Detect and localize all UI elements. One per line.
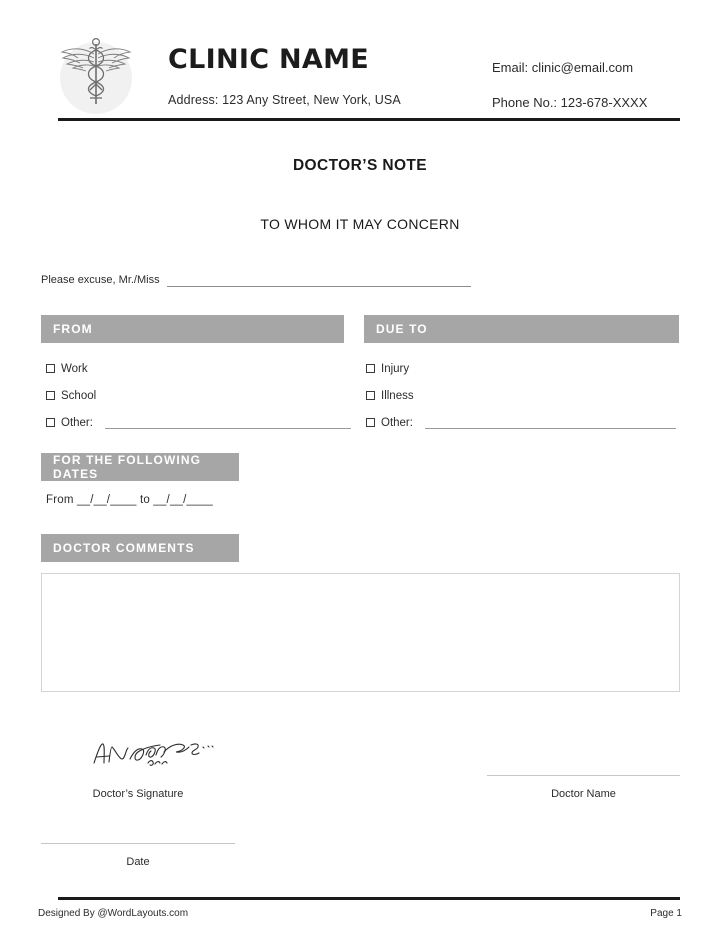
checkbox-row-work[interactable]	[46, 355, 351, 382]
from-checklist	[46, 355, 351, 436]
date-input[interactable]	[41, 843, 235, 844]
footer-credit: Designed By @WordLayouts.com	[38, 908, 189, 919]
due-to-other-input[interactable]	[425, 417, 676, 429]
page-title: DOCTOR’S NOTE	[292, 157, 428, 174]
checkbox-label-injury: Injury	[381, 362, 410, 375]
footer-divider	[58, 897, 680, 900]
section-header-dates: FOR THE FOLLOWING DATES	[41, 453, 239, 481]
checkbox-label-school: School	[61, 389, 97, 402]
page-subtitle: TO WHOM IT MAY CONCERN	[260, 216, 460, 232]
checkbox-label-work: Work	[61, 362, 88, 375]
checkbox-icon-injury[interactable]	[366, 364, 375, 373]
section-header-due-to: DUE TO	[364, 315, 679, 343]
dates-range-input[interactable]: From __/__/____ to __/__/____	[46, 494, 213, 506]
checkbox-label-due-to-other: Other:	[381, 416, 413, 429]
clinic-logo	[52, 28, 140, 116]
doctor-name-caption: Doctor Name	[551, 788, 616, 800]
header-divider	[58, 118, 680, 121]
due-to-checklist	[366, 355, 676, 436]
footer-page-number: Page 1	[650, 908, 682, 919]
excuse-label: Please excuse, Mr./Miss	[41, 274, 160, 286]
checkbox-row-from-other[interactable]	[46, 409, 351, 436]
excuse-name-input[interactable]	[167, 274, 471, 287]
checkbox-icon-due-to-other[interactable]	[366, 418, 375, 427]
excuse-row	[41, 274, 471, 287]
checkbox-label-from-other: Other:	[61, 416, 93, 429]
from-other-input[interactable]	[105, 417, 351, 429]
doctor-signature-caption: Doctor’s Signature	[92, 788, 184, 800]
checkbox-row-due-to-other[interactable]	[366, 409, 676, 436]
clinic-phone: Phone No.: 123-678-XXXX	[492, 95, 648, 110]
date-caption: Date	[126, 856, 150, 868]
checkbox-label-illness: Illness	[381, 389, 414, 402]
clinic-email: Email: clinic@email.com	[492, 60, 634, 75]
section-header-doctor-comments: DOCTOR COMMENTS	[41, 534, 239, 562]
document-header	[0, 0, 720, 118]
checkbox-icon-from-other[interactable]	[46, 418, 55, 427]
section-header-from: FROM	[41, 315, 344, 343]
checkbox-icon-illness[interactable]	[366, 391, 375, 400]
checkbox-row-injury[interactable]	[366, 355, 676, 382]
caduceus-icon	[52, 28, 140, 116]
checkbox-row-illness[interactable]	[366, 382, 676, 409]
doctor-name-input[interactable]	[487, 775, 680, 776]
handwritten-signature-icon	[90, 735, 220, 775]
checkbox-row-school[interactable]	[46, 382, 351, 409]
checkbox-icon-school[interactable]	[46, 391, 55, 400]
checkbox-icon-work[interactable]	[46, 364, 55, 373]
clinic-address: Address: 123 Any Street, New York, USA	[168, 93, 401, 107]
clinic-name: CLINIC NAME	[168, 44, 370, 75]
doctor-comments-textarea[interactable]	[41, 573, 680, 692]
